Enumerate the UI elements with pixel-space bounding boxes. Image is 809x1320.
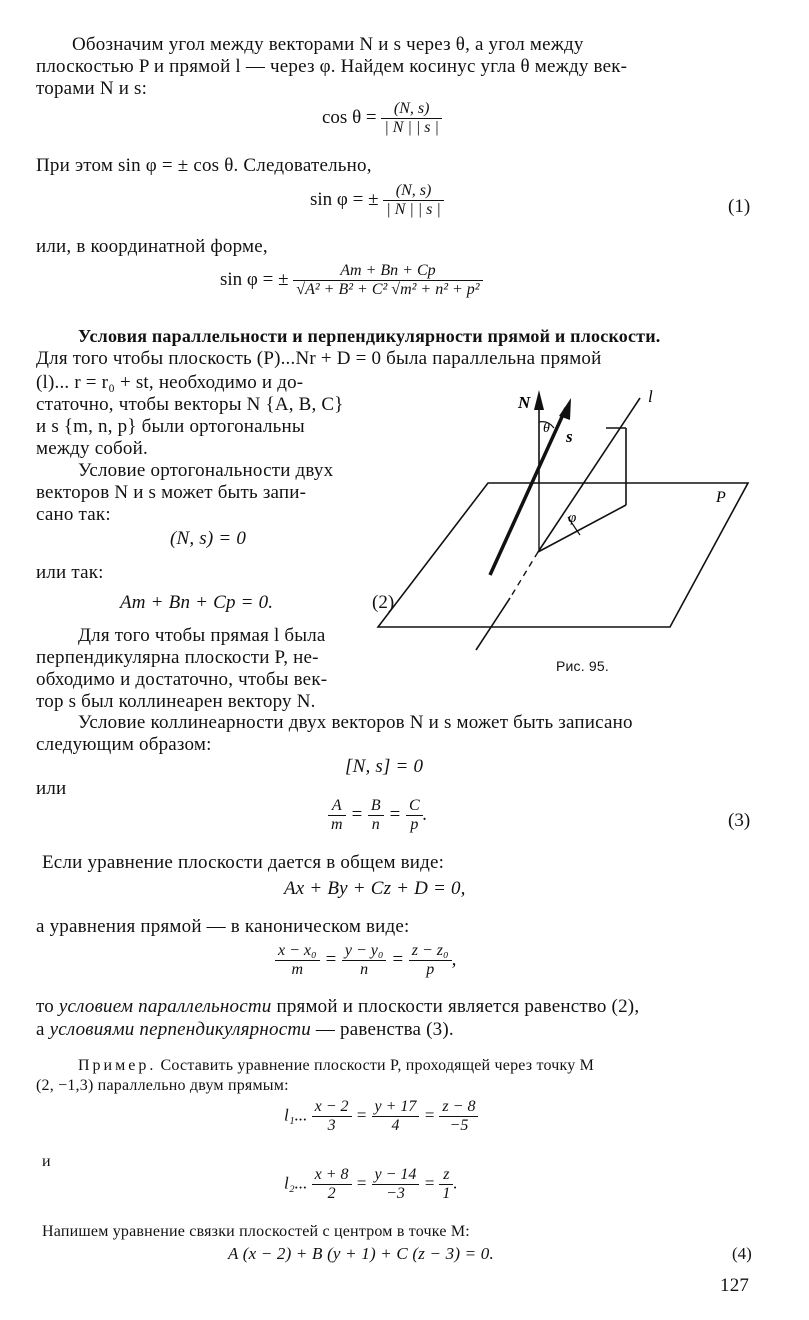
para-8-line-2: следующим образом: — [36, 734, 212, 755]
para-5-line-3: сано так: — [36, 504, 111, 525]
coordinate-formula: sin φ = ± $\frac{Am + Bn + Cp}{\text{√A² + B² + C² √m² + n² + p²}}$ — [220, 262, 483, 299]
s-vector — [490, 408, 566, 575]
para-4-line-2: (l)... r = r₀ + st, необходимо и до- — [36, 372, 304, 393]
label-n: N — [518, 393, 531, 412]
page-number: 127 — [720, 1275, 750, 1296]
para-11: а уравнения прямой — в каноническом виде: — [36, 916, 410, 937]
para-8-line-1: Условие коллинеарности двух векторов N и s может быть записано — [78, 712, 633, 733]
para-4-line-4: и s {m, n, p} были ортогональны — [36, 416, 305, 437]
equation-3-number: (3) — [728, 810, 751, 831]
cross-product-equation: [N, s] = 0 — [345, 756, 424, 777]
example-line-3: Напишем уравнение связки плоскостей с центром в точке M: — [42, 1223, 470, 1240]
equation-2-number: (2) — [372, 592, 395, 613]
label-l: l — [648, 387, 653, 406]
label-phi: φ — [568, 510, 577, 526]
para-7-line-1: Для того чтобы прямая l была — [78, 625, 326, 646]
para-1-line-1: Обозначим угол между векторами N и s через θ, а угол между — [72, 34, 584, 55]
figure-caption: Рис. 95. — [556, 658, 609, 674]
equation-2: Am + Bn + Cp = 0. — [120, 592, 274, 613]
example-line-l1: l₁... $\frac{x - 2}{3}$ = $\frac{y + 17}{4}$ = $\frac{z - 8}{-5}$ — [284, 1098, 478, 1135]
example-line-2: (2, −1,3) параллельно двум прямым: — [36, 1077, 289, 1094]
line-l-dashed — [510, 552, 538, 598]
para-3: или, в координатной форме, — [36, 236, 268, 257]
equation-1: sin φ = ± $\frac{(N, s)}{| N | | s |}$ — [310, 182, 444, 219]
para-7-line-4: тор s был коллинеарен вектору N. — [36, 691, 316, 712]
plane-general-equation: Ax + By + Cz + D = 0, — [284, 878, 466, 899]
normal-arrowhead — [534, 390, 544, 410]
equation-1-number: (1) — [728, 196, 751, 217]
label-theta: θ — [543, 421, 550, 436]
para-7-line-2: перпендикулярна плоскости P, не- — [36, 647, 319, 668]
cos-theta-formula: cos θ = $\frac{(N, s)}{| N | | s |}$ — [322, 100, 442, 137]
para-7-line-3: обходимо и достаточно, чтобы век- — [36, 669, 328, 690]
para-4-line-3: статочно, чтобы векторы N {A, B, C} — [36, 394, 344, 415]
example-line-l2: l₂... $\frac{x + 8}{2}$ = $\frac{y - 14}{-3}$ = $\frac{z}{1}$ . — [284, 1166, 458, 1202]
para-1-line-2: плоскостью P и прямой l — через φ. Найдем косинус угла θ между век- — [36, 56, 628, 77]
para-6: или так: — [36, 562, 104, 583]
label-p: P — [716, 489, 726, 506]
example-and: и — [42, 1153, 51, 1170]
para-12-line-2: а условиями перпендикулярности — равенства (3). — [36, 1019, 454, 1040]
para-2: При этом sin φ = ± cos θ. Следовательно, — [36, 155, 372, 176]
orthogonality-equation: (N, s) = 0 — [170, 528, 247, 549]
equation-4: A (x − 2) + B (y + 1) + C (z − 3) = 0. — [228, 1244, 494, 1263]
para-4-line-5: между собой. — [36, 438, 148, 459]
example-line-1: Пример. Составить уравнение плоскости P, проходящей через точку M — [78, 1057, 595, 1074]
line-l — [538, 398, 640, 552]
label-s: s — [566, 427, 573, 446]
para-4-line-1: Для того чтобы плоскость (P)...Nr + D = 0 была параллельна прямой — [36, 348, 602, 369]
para-9: или — [36, 778, 67, 799]
line-l-below — [476, 598, 510, 650]
canonical-equation: $\frac{\text{x − x₀}}{m}$ = $\frac{\text{y − y₀}}{n}$ = $\frac{\text{z − z₀}}{p}$ , — [275, 942, 456, 979]
projection-line — [538, 505, 626, 552]
para-12-line-1: то условием параллельности прямой и плоскости является равенство (2), — [36, 996, 640, 1017]
plane-p — [378, 483, 748, 627]
figure-95 — [370, 380, 770, 670]
section-heading: Условия параллельности и перпендикулярности прямой и плоскости. — [78, 326, 661, 346]
para-1-line-3: торами N и s: — [36, 78, 148, 99]
para-5-line-2: векторов N и s может быть запи- — [36, 482, 307, 503]
para-10: Если уравнение плоскости дается в общем виде: — [42, 852, 445, 873]
equation-4-number: (4) — [732, 1244, 752, 1263]
equation-3: $\frac{A}{m}$ = $\frac{B}{n}$ = $\frac{C}{p}$ . — [328, 797, 427, 834]
para-5-line-1: Условие ортогональности двух — [78, 460, 334, 481]
